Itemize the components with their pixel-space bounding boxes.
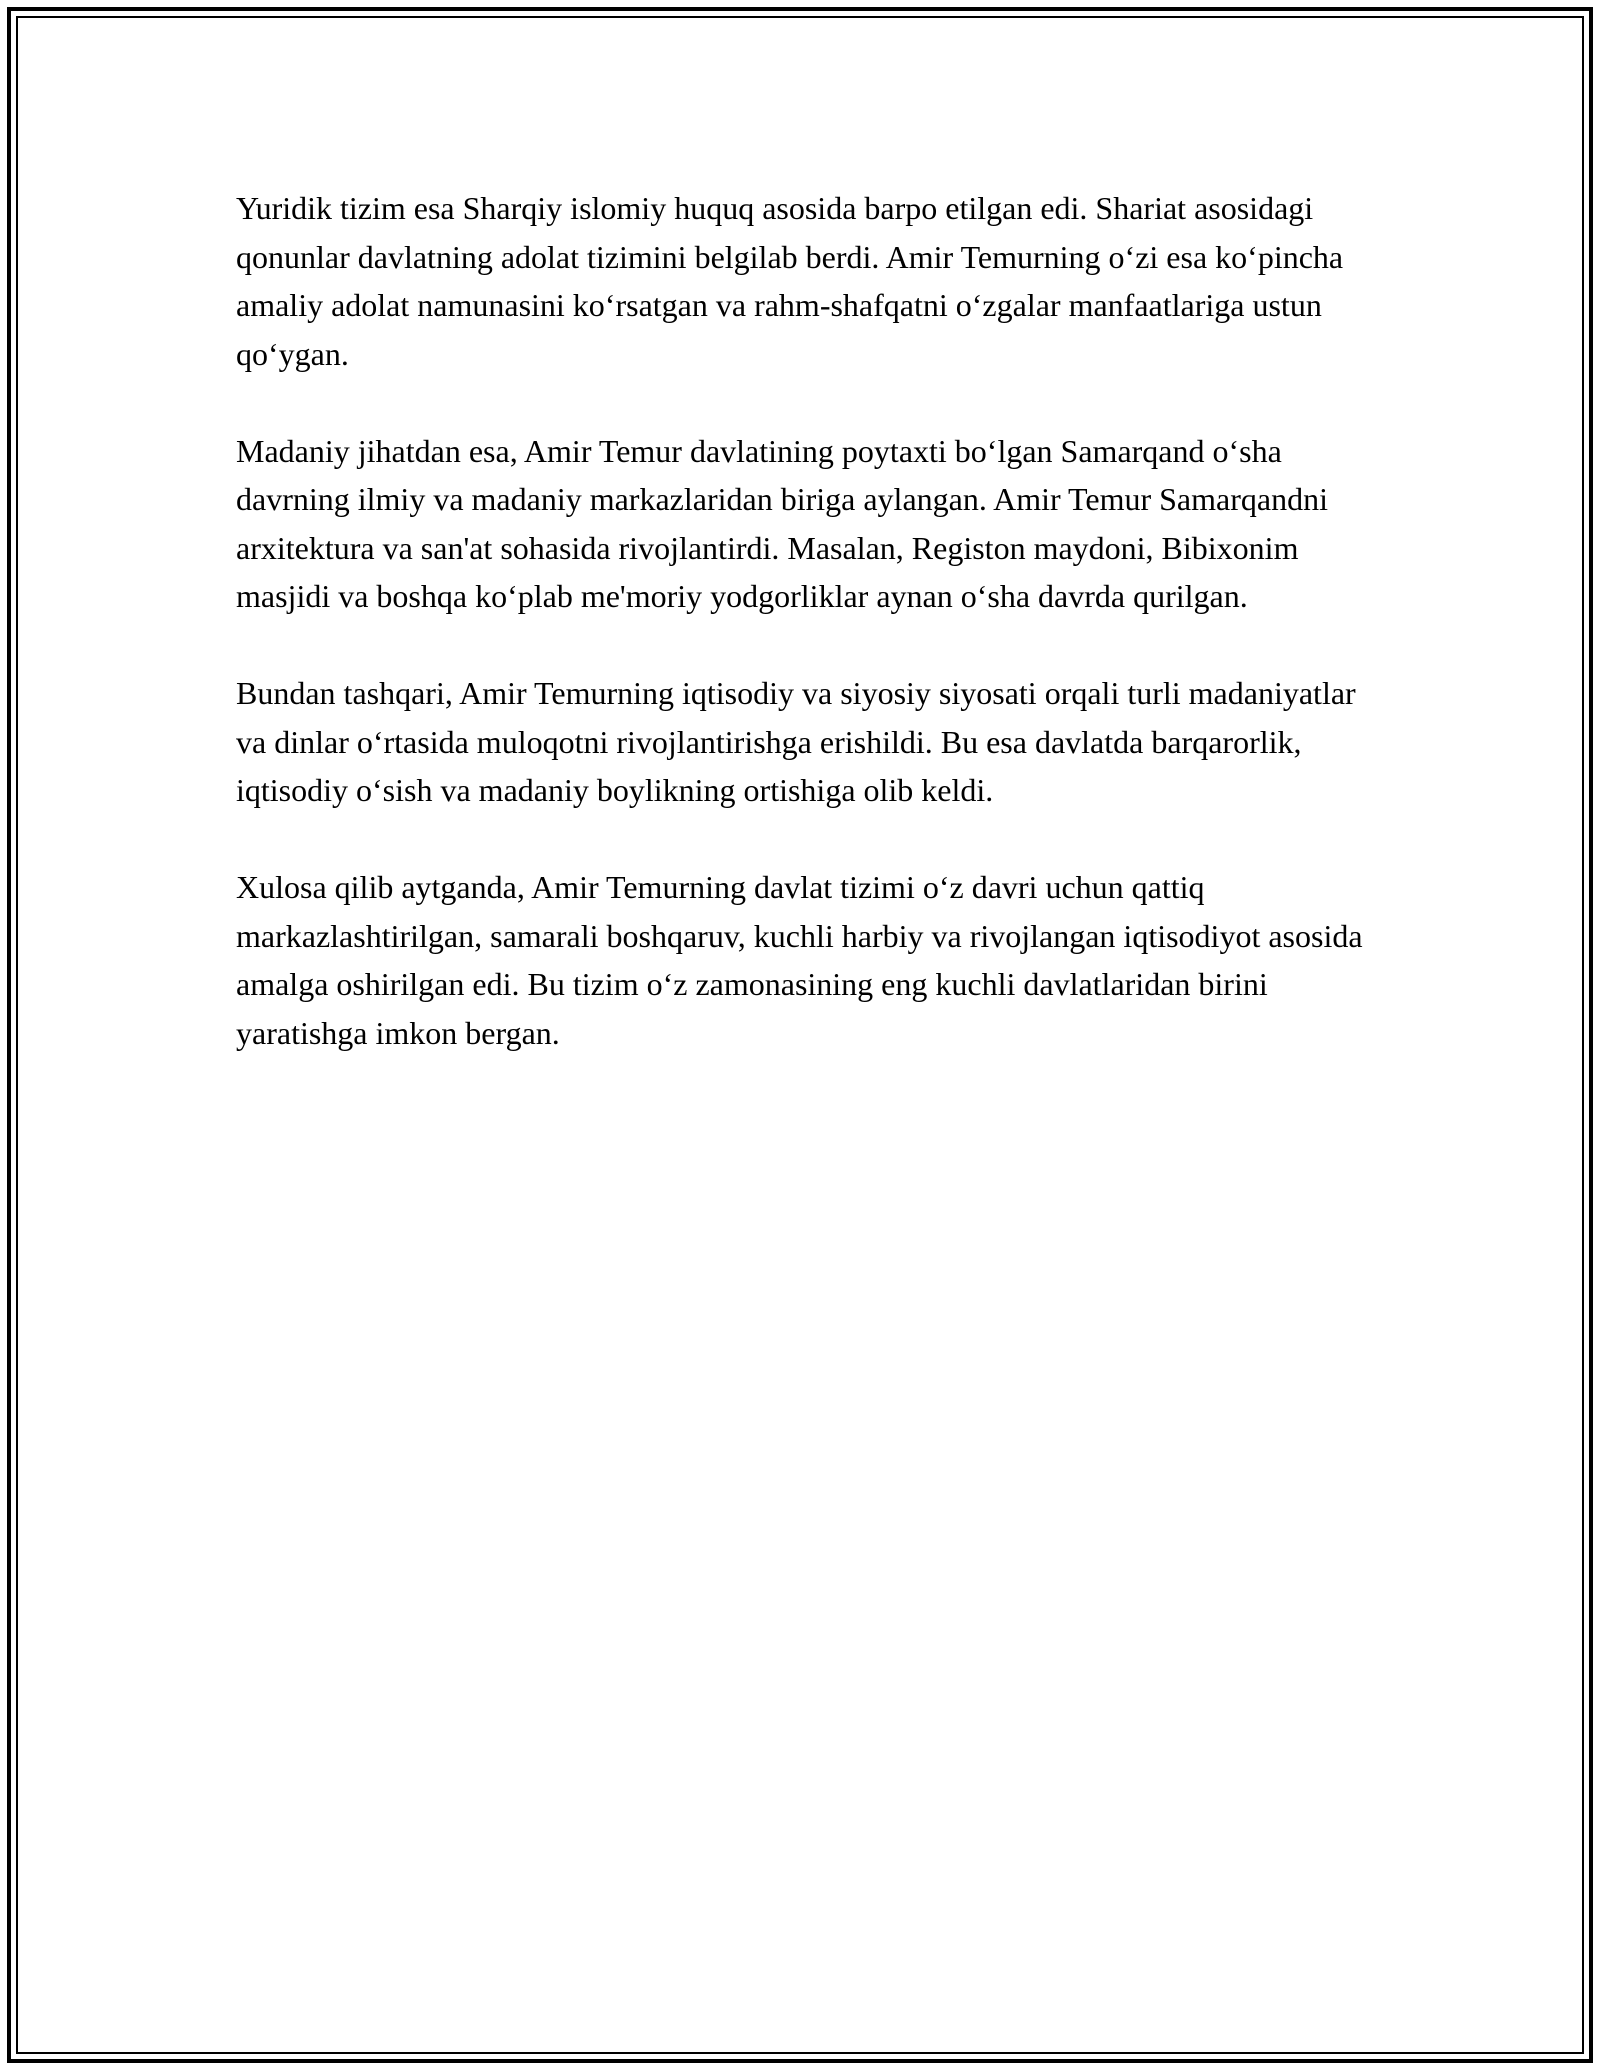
paragraph-economy-politics: Bundan tashqari, Amir Temurning iqtisodiy va siyosiy siyosati orqali turli madaniyatlar va dinlar o‘rtasida muloqotni rivojlantirishga erishildi. Bu esa davlatda barqarorlik, iqtisodiy o‘sish va madaniy boylikning ortishiga olib keldi.	[236, 675, 1356, 808]
paragraph-conclusion: Xulosa qilib aytganda, Amir Temurning davlat tizimi o‘z davri uchun qattiq markazlashtirilgan, samarali boshqaruv, kuchli harbiy va rivojlangan iqtisodiyot asosida amalga oshirilgan edi. Bu tizim o‘z zamonasining eng kuchli davlatlaridan birini yaratishga imkon bergan.	[236, 869, 1363, 1051]
paragraph-culture-samarkand: Madaniy jihatdan esa, Amir Temur davlatining poytaxti bo‘lgan Samarqand o‘sha davrning ilmiy va madaniy markazlaridan biriga aylangan. Amir Temur Samarqandni arxitektura va san'at sohasida rivojlantirdi. Masalan, Registon maydoni, Bibixonim masjidi va boshqa ko‘plab me'moriy yodgorliklar aynan o‘sha davrda qurilgan.	[236, 432, 1328, 614]
document-body	[236, 184, 1376, 1106]
paragraph-legal-system: Yuridik tizim esa Sharqiy islomiy huquq asosida barpo etilgan edi. Shariat asosidagi qonunlar davlatning adolat tizimini belgilab berdi. Amir Temurning o‘zi esa ko‘pincha amaliy adolat namunasini ko‘rsatgan va rahm-shafqatni o‘zgalar manfaatlariga ustun qo‘ygan.	[236, 190, 1344, 372]
